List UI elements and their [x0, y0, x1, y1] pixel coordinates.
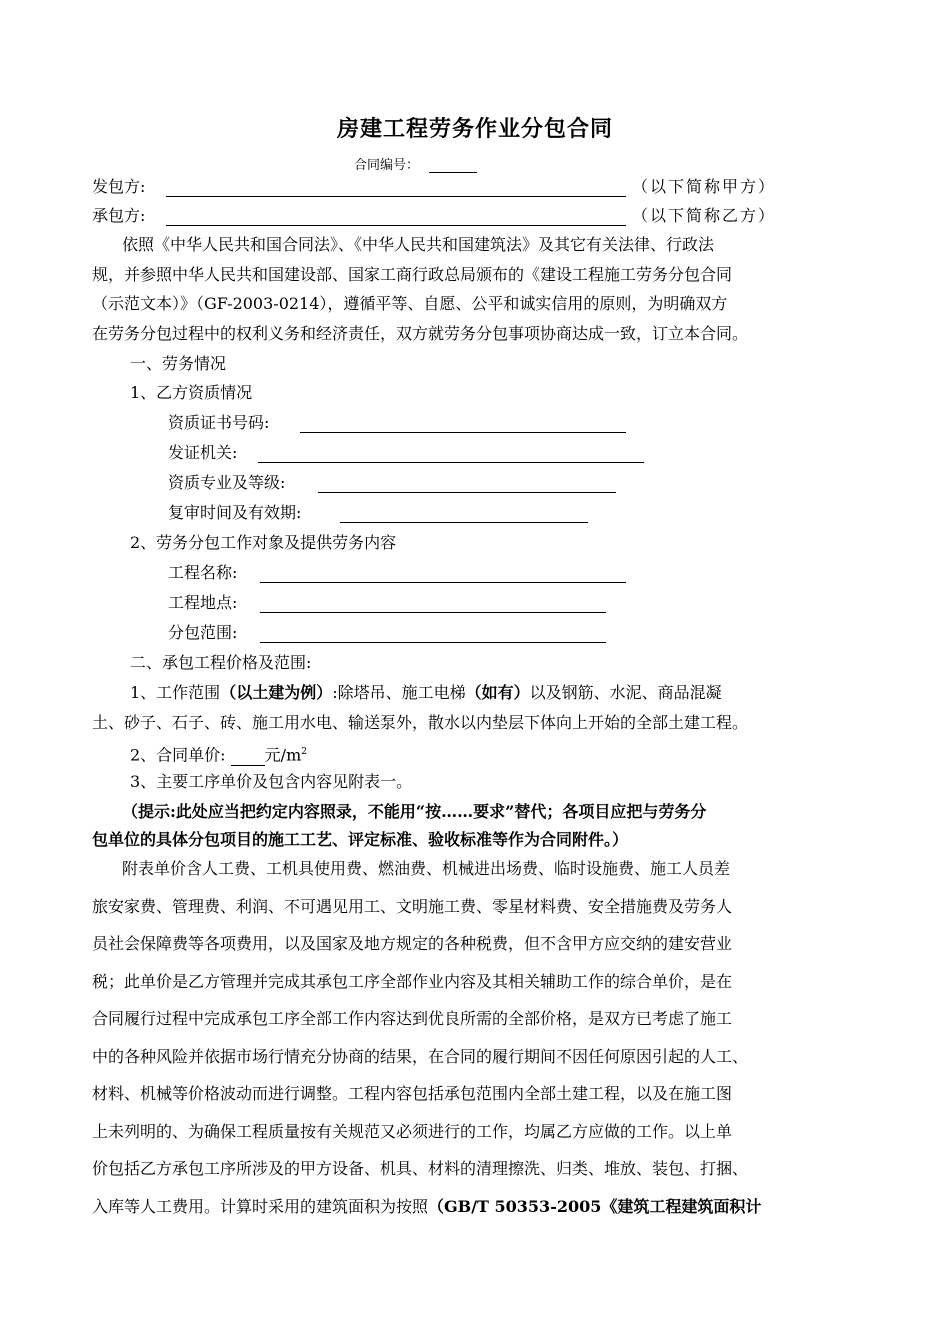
cert-number-blank[interactable]	[300, 416, 626, 433]
qualification-label: 资质专业及等级:	[168, 473, 286, 492]
work-scope-line-2: 土、砂子、石子、砖、施工用水电、输送泵外，散水以内垫层下体向上开始的全部土建工程。	[92, 713, 749, 732]
unit-price-label: 2、合同单价:	[130, 745, 226, 765]
section1-sub1: 1、乙方资质情况	[130, 383, 253, 402]
body-line: 附表单价含人工费、工机具使用费、燃油费、机械进出场费、临时设施费、施工人员差	[122, 859, 731, 878]
body-line: 旅安家费、管理费、利润、不可遇见用工、文明施工费、零星材料费、安全措施费及劳务人	[92, 897, 733, 916]
unit-price-blank[interactable]	[231, 749, 265, 766]
standard-reference: （GB/T 50353-2005《建筑工程建筑面积计	[428, 1197, 762, 1216]
project-location-label: 工程地点:	[168, 593, 238, 612]
body-line: 中的各种风险并依据市场行情充分协商的结果，在合同的履行期间不因任何原因引起的人工、	[92, 1047, 749, 1066]
contract-number	[354, 154, 477, 173]
body-last-text: 入库等人工费用。计算时采用的建筑面积为按照	[92, 1197, 429, 1216]
work-scope-text: :除塔吊、施工电梯	[332, 683, 466, 702]
body-line: 上未列明的、为确保工程质量按有关规范又必须进行的工作，均属乙方应做的工作。以上单	[92, 1122, 733, 1141]
project-location-blank[interactable]	[260, 596, 606, 613]
scope-blank[interactable]	[260, 626, 606, 643]
body-line: 合同履行过程中完成承包工序全部工作内容达到优良所需的全部价格，是双方已考虑了施工	[92, 1009, 733, 1028]
work-scope-example: （以土建为例）	[220, 683, 333, 702]
scope-label: 分包范围:	[168, 623, 238, 642]
section1-heading: 一、劳务情况	[130, 354, 227, 373]
preamble-line: 依照《中华人民共和国合同法》、《中华人民共和国建筑法》及其它有关法律、行政法	[122, 235, 715, 254]
unit-price-line	[130, 741, 307, 766]
section1-sub2: 2、劳务分包工作对象及提供劳务内容	[130, 533, 397, 552]
body-line: 价包括乙方承包工序所涉及的甲方设备、机具、材料的清理擦洗、归类、堆放、装包、打捆、	[92, 1159, 749, 1178]
work-scope-if-any: （如有）	[465, 683, 530, 702]
body-line: 材料、机械等价格波动而进行调整。工程内容包括承包范围内全部土建工程，以及在施工图	[92, 1084, 733, 1103]
work-scope-label: 1、工作范围	[130, 683, 221, 702]
issuer-label: 发证机关:	[168, 443, 238, 462]
tip-line-2: 包单位的具体分包项目的施工工艺、评定标准、验收标准等作为合同附件。）	[92, 830, 629, 849]
project-name-blank[interactable]	[260, 566, 626, 583]
unit-price-sup: 2	[301, 747, 307, 757]
review-date-label: 复审时间及有效期:	[168, 503, 302, 522]
section2-heading: 二、承包工程价格及范围:	[130, 653, 312, 672]
contractor-blank[interactable]	[166, 209, 626, 226]
preamble-line: 在劳务分包过程中的权利义务和经济责任，双方就劳务分包事项协商达成一致，订立本合同。	[92, 324, 749, 343]
review-date-blank[interactable]	[340, 506, 588, 523]
work-scope-text-2: 以及钢筋、水泥、商品混凝	[529, 683, 722, 702]
tip-line-1: （提示:此处应当把约定内容照录，不能用“按……要求”替代；各项目应把与劳务分	[122, 802, 707, 821]
document-title: 房建工程劳务作业分包合同	[336, 117, 613, 142]
contractor-note: （以下简称乙方）	[632, 206, 777, 225]
main-process-line: 3、主要工序单价及包含内容见附表一。	[130, 772, 413, 791]
employer-label: 发包方:	[92, 177, 146, 196]
contract-number-blank[interactable]	[429, 158, 477, 173]
cert-number-label: 资质证书号码:	[168, 413, 270, 432]
qualification-blank[interactable]	[318, 476, 616, 493]
project-name-label: 工程名称:	[168, 563, 238, 582]
work-scope-line	[130, 682, 722, 704]
body-line: 税；此单价是乙方管理并完成其承包工序全部作业内容及其相关辅助工作的综合单价，是在	[92, 972, 733, 991]
body-last-line	[92, 1196, 761, 1218]
employer-blank[interactable]	[166, 180, 626, 197]
contractor-label: 承包方:	[92, 206, 146, 225]
unit-price-unit: 元/m	[264, 745, 302, 765]
issuer-blank[interactable]	[258, 446, 644, 463]
preamble-line: （示范文本）》（GF-2003-0214），遵循平等、自愿、公平和诚实信用的原则，为明确双方	[92, 294, 728, 313]
body-line: 员社会保障费等各项费用，以及国家及地方规定的各种税费，但不含甲方应交纳的建安营业	[92, 934, 733, 953]
contract-number-label: 合同编号：	[354, 158, 420, 173]
employer-note: （以下简称甲方）	[632, 177, 777, 196]
preamble-line: 规，并参照中华人民共和国建设部、国家工商行政总局颁布的《建设工程施工劳务分包合同	[92, 265, 733, 284]
